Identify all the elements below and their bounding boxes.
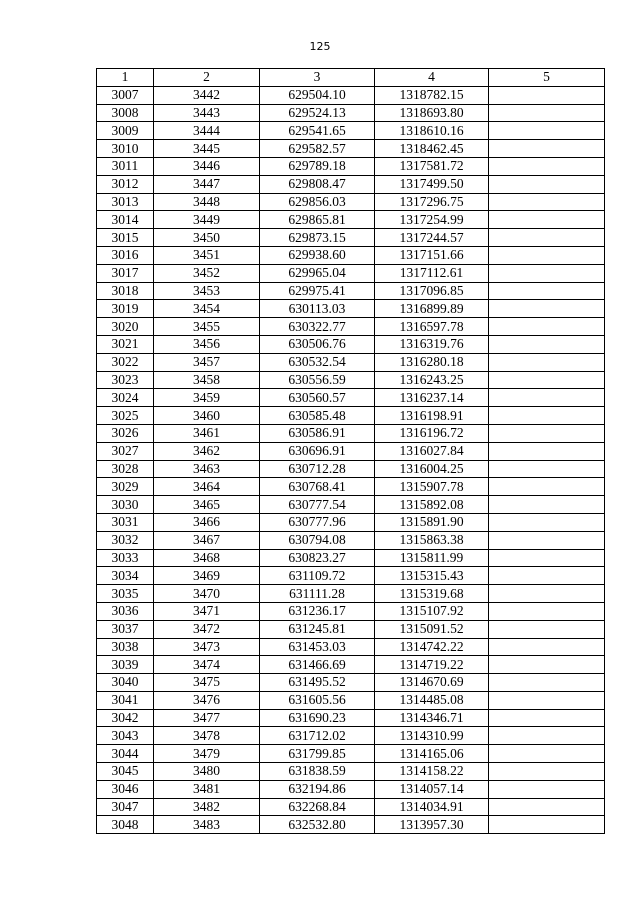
table-cell-col5 [489, 122, 605, 140]
table-cell-col3: 630556.59 [260, 371, 375, 389]
table-cell-col4: 1315907.78 [375, 478, 489, 496]
table-cell-col5 [489, 86, 605, 104]
table-cell-col4: 1314485.08 [375, 691, 489, 709]
table-row [97, 513, 605, 531]
table-cell-col4: 1317296.75 [375, 193, 489, 211]
table-cell-col3: 629808.47 [260, 175, 375, 193]
table-cell-col4: 1317244.57 [375, 229, 489, 247]
table-row [97, 602, 605, 620]
table-cell-col2: 3443 [154, 104, 260, 122]
table-cell-col2: 3471 [154, 602, 260, 620]
table-cell-col2: 3468 [154, 549, 260, 567]
table-row [97, 229, 605, 247]
table-cell-col5 [489, 709, 605, 727]
coordinates-table [96, 68, 605, 834]
table-cell-col4: 1318610.16 [375, 122, 489, 140]
table-cell-col2: 3467 [154, 531, 260, 549]
table-cell-col3: 631236.17 [260, 602, 375, 620]
table-cell-col2: 3481 [154, 780, 260, 798]
table-cell-col3: 629965.04 [260, 264, 375, 282]
table-cell-col5 [489, 442, 605, 460]
table-cell-col5 [489, 300, 605, 318]
table-cell-col1: 3018 [97, 282, 154, 300]
table-cell-col5 [489, 478, 605, 496]
table-cell-col4: 1315863.38 [375, 531, 489, 549]
table-cell-col2: 3472 [154, 620, 260, 638]
table-cell-col2: 3448 [154, 193, 260, 211]
table-cell-col5 [489, 674, 605, 692]
table-row [97, 193, 605, 211]
table-cell-col2: 3474 [154, 656, 260, 674]
table-row [97, 691, 605, 709]
table-cell-col4: 1315091.52 [375, 620, 489, 638]
table-cell-col2: 3482 [154, 798, 260, 816]
table-cell-col4: 1314719.22 [375, 656, 489, 674]
table-row [97, 282, 605, 300]
table-cell-col1: 3047 [97, 798, 154, 816]
table-cell-col2: 3462 [154, 442, 260, 460]
table-row [97, 86, 605, 104]
table-cell-col2: 3446 [154, 157, 260, 175]
table-cell-col3: 629975.41 [260, 282, 375, 300]
table-cell-col3: 630586.91 [260, 424, 375, 442]
table-cell-col4: 1317499.50 [375, 175, 489, 193]
table-cell-col1: 3044 [97, 745, 154, 763]
table-cell-col4: 1317096.85 [375, 282, 489, 300]
table-cell-col2: 3450 [154, 229, 260, 247]
table-cell-col2: 3475 [154, 674, 260, 692]
table-cell-col3: 631495.52 [260, 674, 375, 692]
table-row [97, 585, 605, 603]
table-cell-col5 [489, 691, 605, 709]
table-cell-col2: 3459 [154, 389, 260, 407]
table-cell-col5 [489, 585, 605, 603]
table-cell-col1: 3030 [97, 496, 154, 514]
table-cell-col2: 3453 [154, 282, 260, 300]
table-row [97, 531, 605, 549]
table-cell-col2: 3479 [154, 745, 260, 763]
table-cell-col3: 629541.65 [260, 122, 375, 140]
table-cell-col3: 629938.60 [260, 246, 375, 264]
header-row [97, 69, 605, 87]
table-cell-col1: 3011 [97, 157, 154, 175]
table-row [97, 674, 605, 692]
table-cell-col4: 1317151.66 [375, 246, 489, 264]
table-cell-col1: 3009 [97, 122, 154, 140]
table-cell-col4: 1315107.92 [375, 602, 489, 620]
table-cell-col2: 3463 [154, 460, 260, 478]
table-cell-col2: 3476 [154, 691, 260, 709]
table-cell-col5 [489, 567, 605, 585]
table-cell-col2: 3458 [154, 371, 260, 389]
table-cell-col1: 3014 [97, 211, 154, 229]
table-row [97, 567, 605, 585]
table-row [97, 264, 605, 282]
table-cell-col5 [489, 389, 605, 407]
table-cell-col4: 1315891.90 [375, 513, 489, 531]
table-cell-col3: 629873.15 [260, 229, 375, 247]
table-cell-col3: 630777.96 [260, 513, 375, 531]
table-cell-col3: 629856.03 [260, 193, 375, 211]
table-cell-col3: 631605.56 [260, 691, 375, 709]
table-row [97, 816, 605, 834]
table-cell-col4: 1315892.08 [375, 496, 489, 514]
table-cell-col3: 630823.27 [260, 549, 375, 567]
column-header-2: 2 [154, 69, 260, 87]
table-cell-col5 [489, 727, 605, 745]
table-cell-col2: 3464 [154, 478, 260, 496]
table-cell-col1: 3033 [97, 549, 154, 567]
table-cell-col3: 631712.02 [260, 727, 375, 745]
table-cell-col5 [489, 656, 605, 674]
table-cell-col5 [489, 264, 605, 282]
table-row [97, 549, 605, 567]
table-cell-col2: 3449 [154, 211, 260, 229]
table-cell-col2: 3478 [154, 727, 260, 745]
table-cell-col5 [489, 407, 605, 425]
table-row [97, 371, 605, 389]
table-cell-col3: 631453.03 [260, 638, 375, 656]
table-cell-col3: 631109.72 [260, 567, 375, 585]
table-cell-col1: 3007 [97, 86, 154, 104]
table-cell-col3: 631466.69 [260, 656, 375, 674]
table-cell-col1: 3013 [97, 193, 154, 211]
table-row [97, 442, 605, 460]
table-cell-col1: 3025 [97, 407, 154, 425]
table-cell-col5 [489, 780, 605, 798]
table-cell-col5 [489, 638, 605, 656]
table-cell-col2: 3447 [154, 175, 260, 193]
column-header-5: 5 [489, 69, 605, 87]
table-cell-col2: 3473 [154, 638, 260, 656]
table-row [97, 353, 605, 371]
table-cell-col4: 1314310.99 [375, 727, 489, 745]
table-cell-col5 [489, 282, 605, 300]
table-cell-col5 [489, 496, 605, 514]
table-cell-col4: 1314057.14 [375, 780, 489, 798]
table-cell-col1: 3028 [97, 460, 154, 478]
table-row [97, 246, 605, 264]
table-cell-col2: 3442 [154, 86, 260, 104]
table-cell-col1: 3035 [97, 585, 154, 603]
table-cell-col3: 630777.54 [260, 496, 375, 514]
table-cell-col1: 3017 [97, 264, 154, 282]
table-cell-col4: 1317254.99 [375, 211, 489, 229]
table-cell-col5 [489, 745, 605, 763]
table-cell-col5 [489, 531, 605, 549]
table-cell-col1: 3031 [97, 513, 154, 531]
table-cell-col2: 3445 [154, 140, 260, 158]
table-cell-col5 [489, 816, 605, 834]
table-cell-col5 [489, 104, 605, 122]
table-cell-col1: 3032 [97, 531, 154, 549]
table-row [97, 157, 605, 175]
table-cell-col5 [489, 424, 605, 442]
table-cell-col3: 632532.80 [260, 816, 375, 834]
table-row [97, 389, 605, 407]
table-cell-col5 [489, 620, 605, 638]
table-cell-col4: 1316198.91 [375, 407, 489, 425]
table-cell-col4: 1316004.25 [375, 460, 489, 478]
table-cell-col3: 629789.18 [260, 157, 375, 175]
table-cell-col4: 1314742.22 [375, 638, 489, 656]
table-cell-col2: 3460 [154, 407, 260, 425]
table-cell-col4: 1314670.69 [375, 674, 489, 692]
table-row [97, 211, 605, 229]
table-cell-col4: 1317581.72 [375, 157, 489, 175]
table-cell-col1: 3046 [97, 780, 154, 798]
table-cell-col3: 630585.48 [260, 407, 375, 425]
table-cell-col2: 3480 [154, 763, 260, 781]
table-cell-col5 [489, 549, 605, 567]
table-cell-col4: 1317112.61 [375, 264, 489, 282]
table-row [97, 335, 605, 353]
table-cell-col2: 3483 [154, 816, 260, 834]
table-cell-col3: 630768.41 [260, 478, 375, 496]
table-cell-col5 [489, 513, 605, 531]
table-cell-col4: 1318693.80 [375, 104, 489, 122]
table-cell-col5 [489, 602, 605, 620]
table-cell-col2: 3455 [154, 318, 260, 336]
table-row [97, 478, 605, 496]
table-cell-col1: 3015 [97, 229, 154, 247]
table-cell-col5 [489, 246, 605, 264]
table-cell-col1: 3021 [97, 335, 154, 353]
table-cell-col2: 3470 [154, 585, 260, 603]
table-cell-col3: 629582.57 [260, 140, 375, 158]
table-cell-col3: 630322.77 [260, 318, 375, 336]
table-cell-col1: 3036 [97, 602, 154, 620]
table-row [97, 656, 605, 674]
table-cell-col4: 1316027.84 [375, 442, 489, 460]
table-row [97, 798, 605, 816]
table-cell-col3: 629504.10 [260, 86, 375, 104]
page-number: 125 [309, 40, 331, 53]
table-cell-col2: 3454 [154, 300, 260, 318]
table-cell-col3: 632268.84 [260, 798, 375, 816]
column-header-1: 1 [97, 69, 154, 87]
table-cell-col3: 629524.13 [260, 104, 375, 122]
table-cell-col3: 632194.86 [260, 780, 375, 798]
table-cell-col4: 1316899.89 [375, 300, 489, 318]
table-row [97, 140, 605, 158]
table-cell-col4: 1315319.68 [375, 585, 489, 603]
table-cell-col4: 1313957.30 [375, 816, 489, 834]
table-row [97, 407, 605, 425]
table-cell-col1: 3038 [97, 638, 154, 656]
table-cell-col4: 1316237.14 [375, 389, 489, 407]
table-cell-col4: 1316597.78 [375, 318, 489, 336]
table-row [97, 709, 605, 727]
column-header-4: 4 [375, 69, 489, 87]
table-cell-col5 [489, 353, 605, 371]
table-cell-col1: 3040 [97, 674, 154, 692]
table-cell-col2: 3457 [154, 353, 260, 371]
table-cell-col3: 629865.81 [260, 211, 375, 229]
table-cell-col2: 3465 [154, 496, 260, 514]
table-cell-col4: 1315811.99 [375, 549, 489, 567]
table-cell-col1: 3042 [97, 709, 154, 727]
table-cell-col4: 1316319.76 [375, 335, 489, 353]
table-row [97, 318, 605, 336]
table-body [97, 86, 605, 833]
table-cell-col1: 3016 [97, 246, 154, 264]
table-row [97, 496, 605, 514]
table-cell-col2: 3461 [154, 424, 260, 442]
table-cell-col5 [489, 175, 605, 193]
table-cell-col1: 3026 [97, 424, 154, 442]
table-cell-col3: 630560.57 [260, 389, 375, 407]
table-cell-col4: 1318782.15 [375, 86, 489, 104]
table-cell-col1: 3043 [97, 727, 154, 745]
table-cell-col3: 630794.08 [260, 531, 375, 549]
table-cell-col2: 3451 [154, 246, 260, 264]
column-header-3: 3 [260, 69, 375, 87]
table-cell-col1: 3008 [97, 104, 154, 122]
table-cell-col3: 631245.81 [260, 620, 375, 638]
table-cell-col4: 1314034.91 [375, 798, 489, 816]
table-row [97, 300, 605, 318]
table-row [97, 620, 605, 638]
table-cell-col4: 1314165.06 [375, 745, 489, 763]
table-cell-col4: 1316196.72 [375, 424, 489, 442]
table-row [97, 460, 605, 478]
table-cell-col1: 3037 [97, 620, 154, 638]
table-cell-col1: 3048 [97, 816, 154, 834]
table-cell-col3: 630696.91 [260, 442, 375, 460]
table-cell-col2: 3452 [154, 264, 260, 282]
table-cell-col3: 630113.03 [260, 300, 375, 318]
table-cell-col4: 1314158.22 [375, 763, 489, 781]
table-cell-col5 [489, 763, 605, 781]
table-cell-col4: 1316243.25 [375, 371, 489, 389]
table-cell-col3: 630532.54 [260, 353, 375, 371]
table-cell-col3: 630506.76 [260, 335, 375, 353]
table-cell-col1: 3010 [97, 140, 154, 158]
table-row [97, 424, 605, 442]
table-cell-col3: 631690.23 [260, 709, 375, 727]
table-row [97, 638, 605, 656]
table-cell-col3: 630712.28 [260, 460, 375, 478]
table-cell-col1: 3029 [97, 478, 154, 496]
table-cell-col2: 3456 [154, 335, 260, 353]
table-cell-col1: 3019 [97, 300, 154, 318]
table-row [97, 175, 605, 193]
table-cell-col1: 3023 [97, 371, 154, 389]
table-row [97, 727, 605, 745]
table-cell-col1: 3039 [97, 656, 154, 674]
table-cell-col5 [489, 229, 605, 247]
table-cell-col2: 3466 [154, 513, 260, 531]
table-cell-col3: 631838.59 [260, 763, 375, 781]
table-cell-col1: 3022 [97, 353, 154, 371]
table-cell-col5 [489, 798, 605, 816]
table-row [97, 745, 605, 763]
table-cell-col5 [489, 193, 605, 211]
table-cell-col1: 3041 [97, 691, 154, 709]
table-cell-col1: 3027 [97, 442, 154, 460]
table-cell-col3: 631799.85 [260, 745, 375, 763]
table-cell-col5 [489, 335, 605, 353]
table-row [97, 763, 605, 781]
table-cell-col5 [489, 318, 605, 336]
table-cell-col1: 3034 [97, 567, 154, 585]
table-row [97, 122, 605, 140]
table-cell-col4: 1318462.45 [375, 140, 489, 158]
table-cell-col5 [489, 460, 605, 478]
table-cell-col3: 631111.28 [260, 585, 375, 603]
table-cell-col1: 3012 [97, 175, 154, 193]
table-cell-col2: 3444 [154, 122, 260, 140]
table-cell-col5 [489, 157, 605, 175]
table-cell-col1: 3020 [97, 318, 154, 336]
table-cell-col5 [489, 211, 605, 229]
table-header [97, 69, 605, 87]
table-row [97, 104, 605, 122]
table-row [97, 780, 605, 798]
table-cell-col4: 1314346.71 [375, 709, 489, 727]
table-cell-col1: 3024 [97, 389, 154, 407]
table-cell-col4: 1315315.43 [375, 567, 489, 585]
table-cell-col4: 1316280.18 [375, 353, 489, 371]
table-cell-col2: 3469 [154, 567, 260, 585]
table-cell-col2: 3477 [154, 709, 260, 727]
table-cell-col5 [489, 371, 605, 389]
table-cell-col1: 3045 [97, 763, 154, 781]
table-cell-col5 [489, 140, 605, 158]
